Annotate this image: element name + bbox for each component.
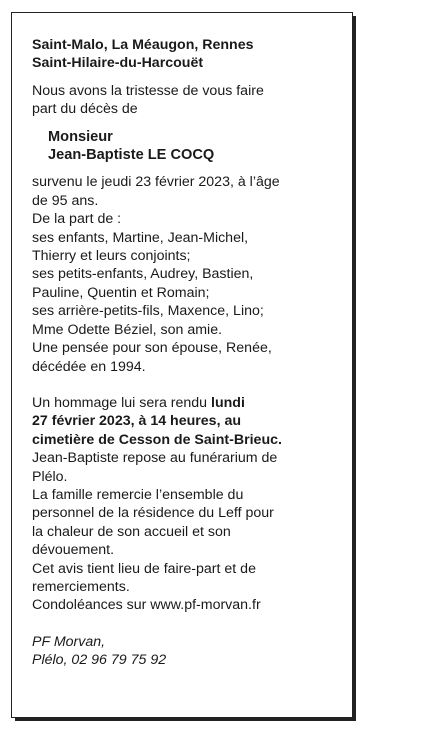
tribute-day: lundi [211, 394, 245, 411]
family-line: Thierry et leurs conjoints; [32, 248, 191, 265]
deceased-name-block [32, 128, 332, 165]
intro-text [32, 82, 332, 119]
tribute-regular: Un hommage lui sera rendu [32, 394, 212, 411]
family-line: survenu le jeudi 23 février 2023, à l’âge [32, 174, 280, 191]
funeral-home [32, 633, 332, 670]
family-line: De la part de : [32, 211, 122, 228]
family-line: ses enfants, Martine, Jean-Michel, [32, 229, 249, 246]
closing-line: Condoléances sur www.pf-morvan.fr [32, 597, 261, 614]
closing-line: Plélo. [32, 468, 68, 485]
notice-shadow-bottom [15, 718, 356, 721]
closing-line: personnel de la résidence du Leff pour [32, 505, 274, 522]
tribute-date-time: 27 février 2023, à 14 heures, au [32, 413, 242, 430]
family-line: ses arrière-petits-fils, Maxence, Lino; [32, 303, 264, 320]
places-line: Saint-Malo, La Méaugon, Rennes [32, 37, 254, 53]
tribute-text [32, 394, 332, 449]
family-line: Mme Odette Béziel, son amie. [32, 321, 223, 338]
family-line: décédée en 1994. [32, 358, 146, 375]
family-text [32, 173, 332, 375]
closing-line: remerciements. [32, 578, 130, 595]
funeral-home-name: PF Morvan, [32, 633, 106, 650]
obituary-content [32, 36, 332, 670]
closing-line: La famille remercie l’ensemble du [32, 486, 244, 503]
intro-line: Nous avons la tristesse de vous faire [32, 82, 264, 99]
family-line: Une pensée pour son épouse, Renée, [32, 340, 272, 357]
funeral-home-contact: Plélo, 02 96 79 75 92 [32, 652, 167, 669]
closing-line: Cet avis tient lieu de faire-part et de [32, 560, 256, 577]
tribute-location: cimetière de Cesson de Saint-Brieuc. [32, 431, 282, 448]
family-line: Pauline, Quentin et Romain; [32, 284, 210, 301]
closing-text [32, 449, 332, 615]
deceased-name: Jean-Baptiste LE COCQ [48, 147, 215, 164]
notice-shadow-right [353, 16, 356, 721]
deceased-title: Monsieur [48, 128, 113, 145]
closing-line: la chaleur de son accueil et son [32, 523, 231, 540]
places-heading [32, 36, 332, 73]
tribute-line [32, 394, 332, 412]
closing-line: Jean-Baptiste repose au funérarium de [32, 450, 278, 467]
intro-line: part du décès de [32, 101, 138, 118]
places-line: Saint-Hilaire-du-Harcouët [32, 55, 204, 72]
closing-line: dévouement. [32, 542, 115, 559]
family-line: de 95 ans. [32, 192, 99, 209]
family-line: ses petits-enfants, Audrey, Bastien, [32, 266, 254, 283]
